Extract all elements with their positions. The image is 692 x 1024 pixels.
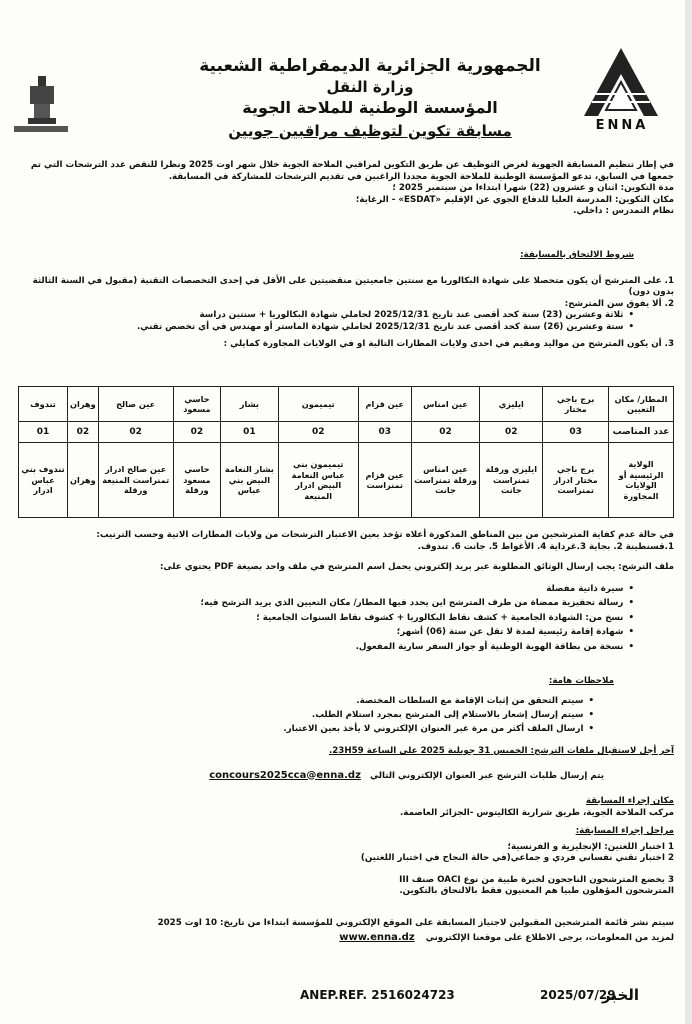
- deadline-section: [18, 746, 674, 782]
- wilaya-cell: تندوف بني عباس ادرار: [19, 443, 68, 518]
- condition-1: 1. على المترشح أن يكون متحصلا على شهادة البكالوريا مع سنتين جامعيتين منقضيتين على الأقل في إحدى التخصصات التقنية (مقبول في السنة الثالثة بدون دون): [32, 275, 674, 297]
- more-info-text: لمزيد من المعلومات، يرجى الاطلاع على موقعنا الإلكتروني: [425, 932, 674, 943]
- condition-3: 3. أن يكون المترشح من مواليد ومقيم في احدى ولايات المطارات التالية او في الولايات المجاورة كمايلي :: [223, 339, 674, 349]
- place-title: مكان إجراء المسابقة: [585, 796, 674, 806]
- wilaya-cell: عين امناس ورقلة تمنراست جانت: [411, 443, 480, 518]
- airport-cell: عين قزام: [358, 387, 411, 422]
- conditions-title: شروط الالتحاق بالمسابقة:: [520, 250, 634, 260]
- more-info-line: [18, 932, 674, 945]
- email-link[interactable]: concours2025cca@enna.dz: [209, 769, 361, 781]
- airport-cell: وهران: [68, 387, 99, 422]
- fallback-paragraph: في حالة عدم كفاية المترشحين من بين المناطق المذكورة أعلاه تؤخذ بعين الاعتبار الترشحات من ولايات المطارات الاتية وحسب الترتيب:: [96, 530, 674, 540]
- conditions-section: [18, 250, 674, 351]
- table-row-counts: [19, 422, 674, 443]
- footer-section: [18, 918, 674, 944]
- emblem-caption-mark: [14, 126, 68, 132]
- table-row-wilayas: [19, 443, 674, 518]
- count-cell: 02: [173, 422, 220, 443]
- count-cell: 02: [480, 422, 543, 443]
- airport-cell: عين امناس: [411, 387, 480, 422]
- schooling-system: نظام التمدرس : داخلي.: [573, 206, 674, 216]
- file-item: • رسالة تحفيزية ممضاة من طرف المترشح اين يحدد فيها المطار/ مكان التعيين الذي يريد الترشح فيه؛: [18, 596, 634, 611]
- count-cell: 02: [68, 422, 99, 443]
- stage-2: 2 اختبار تقني نفساني فردي و جماعي(في حالة النجاح في اختبار اللغتين): [360, 853, 674, 863]
- table-header-label: المطار/ مكان التعيين: [609, 387, 674, 422]
- wilaya-cell: ايليزي ورقلة تمنراست جانت: [480, 443, 543, 518]
- note-item: • سيتم التحقق من إثبات الإقامة مع السلطات المختصة.: [18, 694, 594, 708]
- stages-title: مراحل إجراء المسابقة:: [575, 826, 674, 836]
- institution-title: المؤسسة الوطنية للملاحة الجوية: [242, 98, 498, 117]
- fallback-section: [18, 530, 674, 553]
- file-title: ملف الترشح: يجب إرسال الوثائق المطلوبة عبر بريد إلكتروني يحمل اسم المترشح في ملف واحد بصيغة PDF يحتوي على:: [159, 562, 674, 572]
- wilaya-cell: عين صالح ادرار تمنراست المنيعة ورقلة: [98, 443, 173, 518]
- ministry-title: وزارة النقل: [326, 78, 414, 96]
- note-item: • ارسال الملف أكثر من مرة عبر العنوان الإلكتروني لا يأخذ بعين الاعتبار.: [18, 722, 594, 736]
- enna-logo: [578, 44, 664, 136]
- stages-section: [18, 826, 674, 898]
- count-cell: 01: [19, 422, 68, 443]
- count-cell: 03: [358, 422, 411, 443]
- training-duration: مدة التكوين: اثنان و عشرون (22) شهرا ابتداءا من سبتمبر 2025 ؛: [392, 183, 674, 193]
- ministry-emblem-icon: [22, 74, 62, 134]
- scan-edge: [685, 0, 692, 1024]
- count-cell: 03: [543, 422, 609, 443]
- anep-reference: ANEP.REF. 2516024723: [300, 988, 455, 1002]
- airport-cell: عين صالح: [98, 387, 173, 422]
- competition-title: مسابقة تكوين لتوظيف مراقبين جويين: [228, 122, 512, 140]
- condition-2: 2. ألا يفوق سن المترشح:: [564, 298, 674, 309]
- notes-section: [18, 676, 674, 736]
- training-place: مكان التكوين: المدرسة العليا للدفاع الجوي عن الإقليم «ESDAT» - الرغاية؛: [355, 194, 674, 205]
- wilaya-cell: تيميمون بني عباس النعامة البيض ادرار المنيعة: [278, 443, 358, 518]
- logo-text: ENNA: [595, 118, 649, 133]
- count-cell: 02: [98, 422, 173, 443]
- count-cell: 02: [411, 422, 480, 443]
- airport-cell: تندوف: [19, 387, 68, 422]
- email-line: [18, 770, 674, 783]
- count-cell: 02: [278, 422, 358, 443]
- airport-cell: ايليزي: [480, 387, 543, 422]
- file-item: • سيرة ذاتية مفصلة: [18, 582, 634, 597]
- newspaper-stamp: الخبر: [602, 986, 640, 1004]
- wilaya-cell: بشار النعامة البيض بني عباس: [221, 443, 279, 518]
- airport-cell: تيميمون: [278, 387, 358, 422]
- publish-date: 2025/07/29: [540, 988, 616, 1002]
- publish-notice: سيتم نشر قائمة المترشحين المقبولين لاجتياز المسابقة على الموقع الإلكتروني للمؤسسة ابتداءا من تاريخ: 10 اوت 2025: [157, 918, 674, 928]
- email-intro: يتم إرسال طلبات الترشح عبر العنوان الإلكتروني التالي: [369, 770, 604, 781]
- republic-title: الجمهورية الجزائرية الديمقراطية الشعبية: [199, 56, 541, 76]
- wilaya-label: الولاية الرئيسية أو الولايات المجاورة: [609, 443, 674, 518]
- wilaya-cell: عين قزام تمنراست: [358, 443, 411, 518]
- intro-section: [18, 160, 674, 218]
- website-link[interactable]: www.enna.dz: [339, 931, 415, 943]
- notes-title: ملاحظات هامة:: [548, 676, 614, 686]
- condition-2a: • ثلاثة وعشرين (23) سنة كحد أقصى عند تاريخ 2025/12/31 لحاملي شهادة البكالوريا + سنتين دراسة: [18, 310, 634, 322]
- file-section: [18, 562, 674, 654]
- wilaya-cell: حاسي مسعود ورقلة: [173, 443, 220, 518]
- stage-1: 1 اختبار اللغتين: الإنجليزية و الفرنسية؛: [507, 841, 674, 852]
- intro-paragraph: في إطار تنظيم المسابقة الجهوية لغرض التوظيف عن طريق التكوين لمراقبي الملاحة الجوية خلال شهر اوت 2025 ونظرا للنقص عدد الترشحات التي تم جمعها في السابق، تدعو المؤسسة الوطنية للملاحة الجوية مجددا الراغبين في تقديم الترشحات للمشاركة في المسابقة.: [30, 160, 674, 182]
- condition-2b: • ستة وعشرين (26) سنة كحد أقصى عند تاريخ 2025/12/31 لحاملي شهادة الماستر أو مهندس في أي تخصص تقني.: [18, 322, 634, 334]
- airport-cell: بشار: [221, 387, 279, 422]
- note-item: • سيتم إرسال إشعار بالاستلام إلى المترشح بمجرد استلام الطلب.: [18, 708, 594, 722]
- airport-cell: برج باجي مختار: [543, 387, 609, 422]
- file-item: • شهادة إقامة رئيسية لمدة لا تقل عن ستة (06) أشهر؛: [18, 625, 634, 640]
- place-text: مركب الملاحة الجوية، طريق شرارية الكاليتوس -الجزائر العاصمة.: [400, 807, 674, 818]
- airport-cell: حاسي مسعود: [173, 387, 220, 422]
- wilaya-cell: وهران: [68, 443, 99, 518]
- stage-3: 3 يخضع المترشحون الناجحون لخبرة طبية من نوع OACI صنف III: [399, 874, 674, 885]
- place-section: [18, 796, 674, 819]
- deadline-text: آخر أجل لاستقبال ملفات الترشح: الخميس 31 جويلية 2025 على الساعة 23H59.: [328, 746, 674, 756]
- stage-3b: المترشحون المؤهلون طبيا هم المعنيون فقط بالالتحاق بالتكوين.: [399, 886, 674, 896]
- wilaya-cell: برج باجي مختار ادرار تمنراست: [543, 443, 609, 518]
- positions-table: [18, 386, 674, 518]
- file-item: • نسخ من: الشهادة الجامعية + كشف نقاط البكالوريا + كشوف نقاط السنوات الجامعية ؛: [18, 611, 634, 626]
- fallback-order: 1.قسنطينة 2. بجاية 3.غرداية 4. الأغواط 5. جانت 6. تندوف.: [417, 541, 674, 552]
- count-label: عدد المناصب: [609, 422, 674, 443]
- count-cell: 01: [221, 422, 279, 443]
- file-item: • نسخة من بطاقة الهوية الوطنية أو جواز السفر سارية المفعول.: [18, 640, 634, 655]
- table-row-airports: [19, 387, 674, 422]
